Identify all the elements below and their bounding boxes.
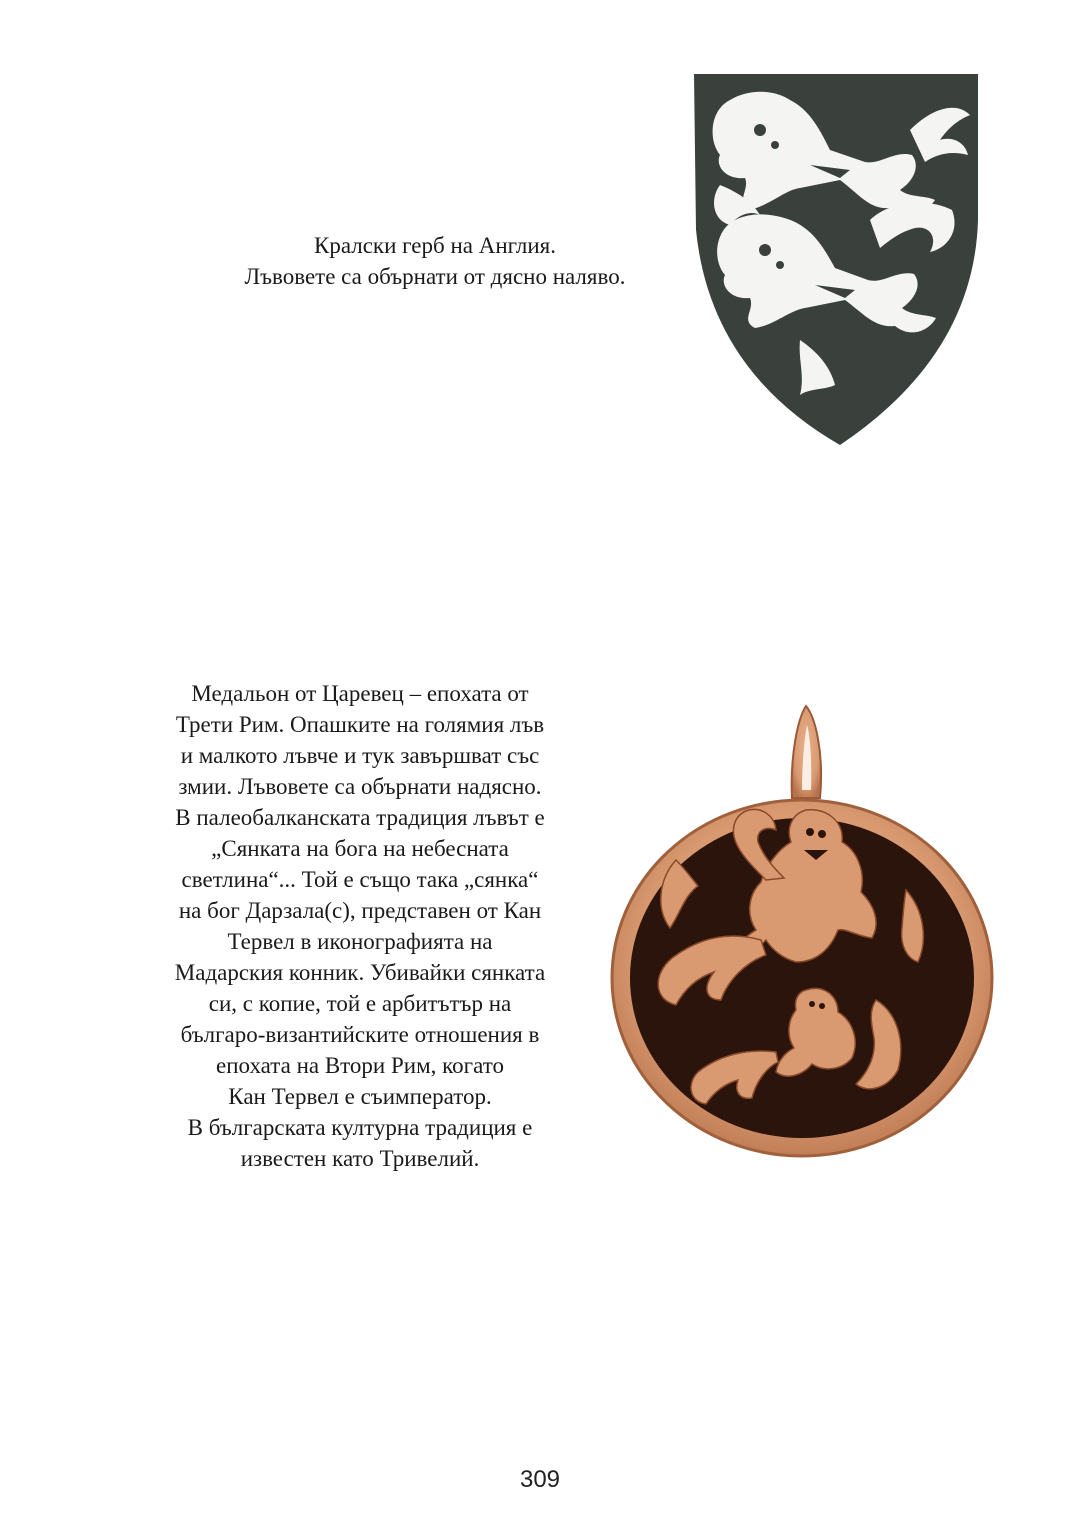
medallion-image xyxy=(606,700,998,1158)
caption-medallion xyxy=(140,678,580,1174)
caption-line: епохата на Втори Рим, когато xyxy=(216,1053,504,1078)
caption-line: си, с копие, той е арбитътър на xyxy=(208,991,512,1016)
caption-line: змии. Лъвовете са обърнати надясно. xyxy=(178,774,542,799)
caption-line: Лъвовете са обърнати от дясно наляво. xyxy=(244,264,626,289)
coat-of-arms-image xyxy=(690,70,982,448)
caption-line: В палеобалканската традиция лъвът е xyxy=(175,805,545,830)
caption-line: на бог Дарзала(с), представен от Кан xyxy=(178,898,542,923)
caption-line: „Сянката на бога на небесната xyxy=(211,836,509,861)
caption-line: В българската културна традиция е xyxy=(187,1115,533,1140)
caption-line: Медальон от Царевец – епохата от xyxy=(191,681,529,706)
caption-coat-of-arms xyxy=(200,230,670,292)
caption-line: Тервел в иконографията на xyxy=(227,929,493,954)
page-number: 309 xyxy=(519,1466,561,1493)
caption-line: и малкото лъвче и тук завършват със xyxy=(180,743,540,768)
caption-line: известен като Тривелий. xyxy=(240,1146,480,1171)
caption-line: българо-византийските отношения в xyxy=(180,1022,540,1047)
caption-line: Кан Тервел е съимператор. xyxy=(228,1084,492,1109)
caption-line: Трети Рим. Опашките на голямия лъв xyxy=(175,712,545,737)
caption-line: Мадарския конник. Убивайки сянката xyxy=(174,960,546,985)
caption-line: светлина“... Той е също така „сянка“ xyxy=(181,867,539,892)
caption-line: Кралски герб на Англия. xyxy=(313,233,557,258)
